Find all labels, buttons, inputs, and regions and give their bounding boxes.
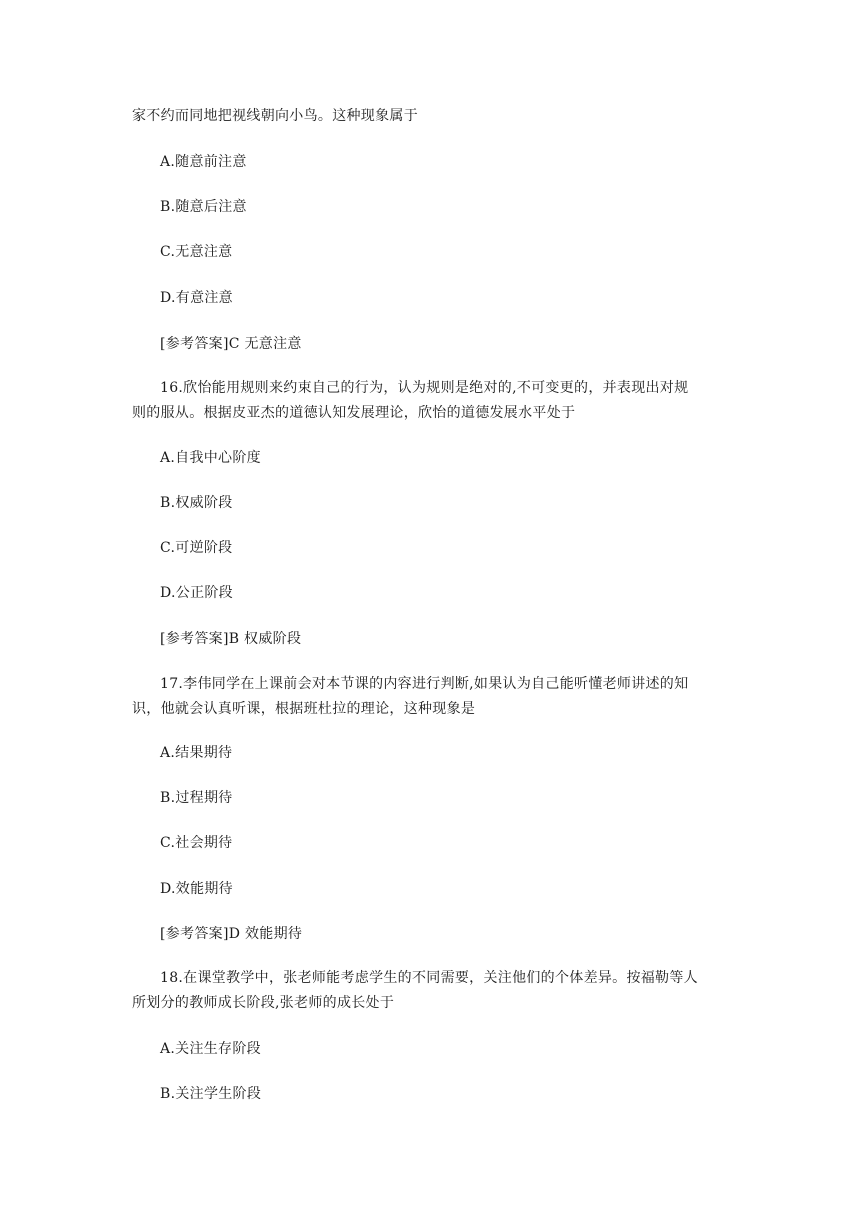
question-17-line-2: 识，他就会认真听课，根据班杜拉的理论，这种现象是 [132, 701, 476, 717]
q16-option-d: D.公正阶段 [160, 585, 233, 601]
q16-option-b: B.权威阶段 [160, 495, 233, 511]
q17-option-a: A.结果期待 [160, 745, 233, 761]
question-17-stem [132, 672, 742, 722]
q16-answer: [参考答案]B 权威阶段 [160, 631, 302, 647]
q18-option-b: B.关注学生阶段 [160, 1086, 262, 1102]
q17-answer: [参考答案]D 效能期待 [160, 926, 303, 942]
q17-option-b: B.过程期待 [160, 790, 233, 806]
question-18-line-1: 18.在课堂教学中，张老师能考虑学生的不同需要，关注他们的个体差异。按福勒等人 [160, 970, 698, 986]
q16-option-a: A.自我中心阶度 [160, 450, 261, 466]
q18-option-a: A.关注生存阶段 [160, 1041, 261, 1057]
question-16-stem [132, 376, 742, 426]
q15-option-d: D.有意注意 [160, 290, 233, 306]
question-16-line-1: 16.欣怡能用规则来约束自己的行为，认为规则是绝对的,不可变更的，并表现出对规 [160, 380, 689, 396]
q16-option-c: C.可逆阶段 [160, 540, 233, 556]
question-16-line-2: 则的服从。根据皮亚杰的道德认知发展理论，欣怡的道德发展水平处于 [132, 405, 576, 421]
question-15-stem-continuation: 家不约而同地把视线朝向小鸟。这种现象属于 [132, 108, 418, 124]
q15-option-b: B.随意后注意 [160, 199, 247, 215]
question-17-line-1: 17.李伟同学在上课前会对本节课的内容进行判断,如果认为自己能听懂老师讲述的知 [160, 676, 689, 692]
q15-option-a: A.随意前注意 [160, 154, 247, 170]
q17-option-d: D.效能期待 [160, 881, 233, 897]
q17-option-c: C.社会期待 [160, 835, 233, 851]
q15-option-c: C.无意注意 [160, 244, 233, 260]
question-18-stem [132, 966, 742, 1016]
question-18-line-2: 所划分的教师成长阶段,张老师的成长处于 [132, 995, 395, 1011]
q15-answer: [参考答案]C 无意注意 [160, 336, 302, 352]
